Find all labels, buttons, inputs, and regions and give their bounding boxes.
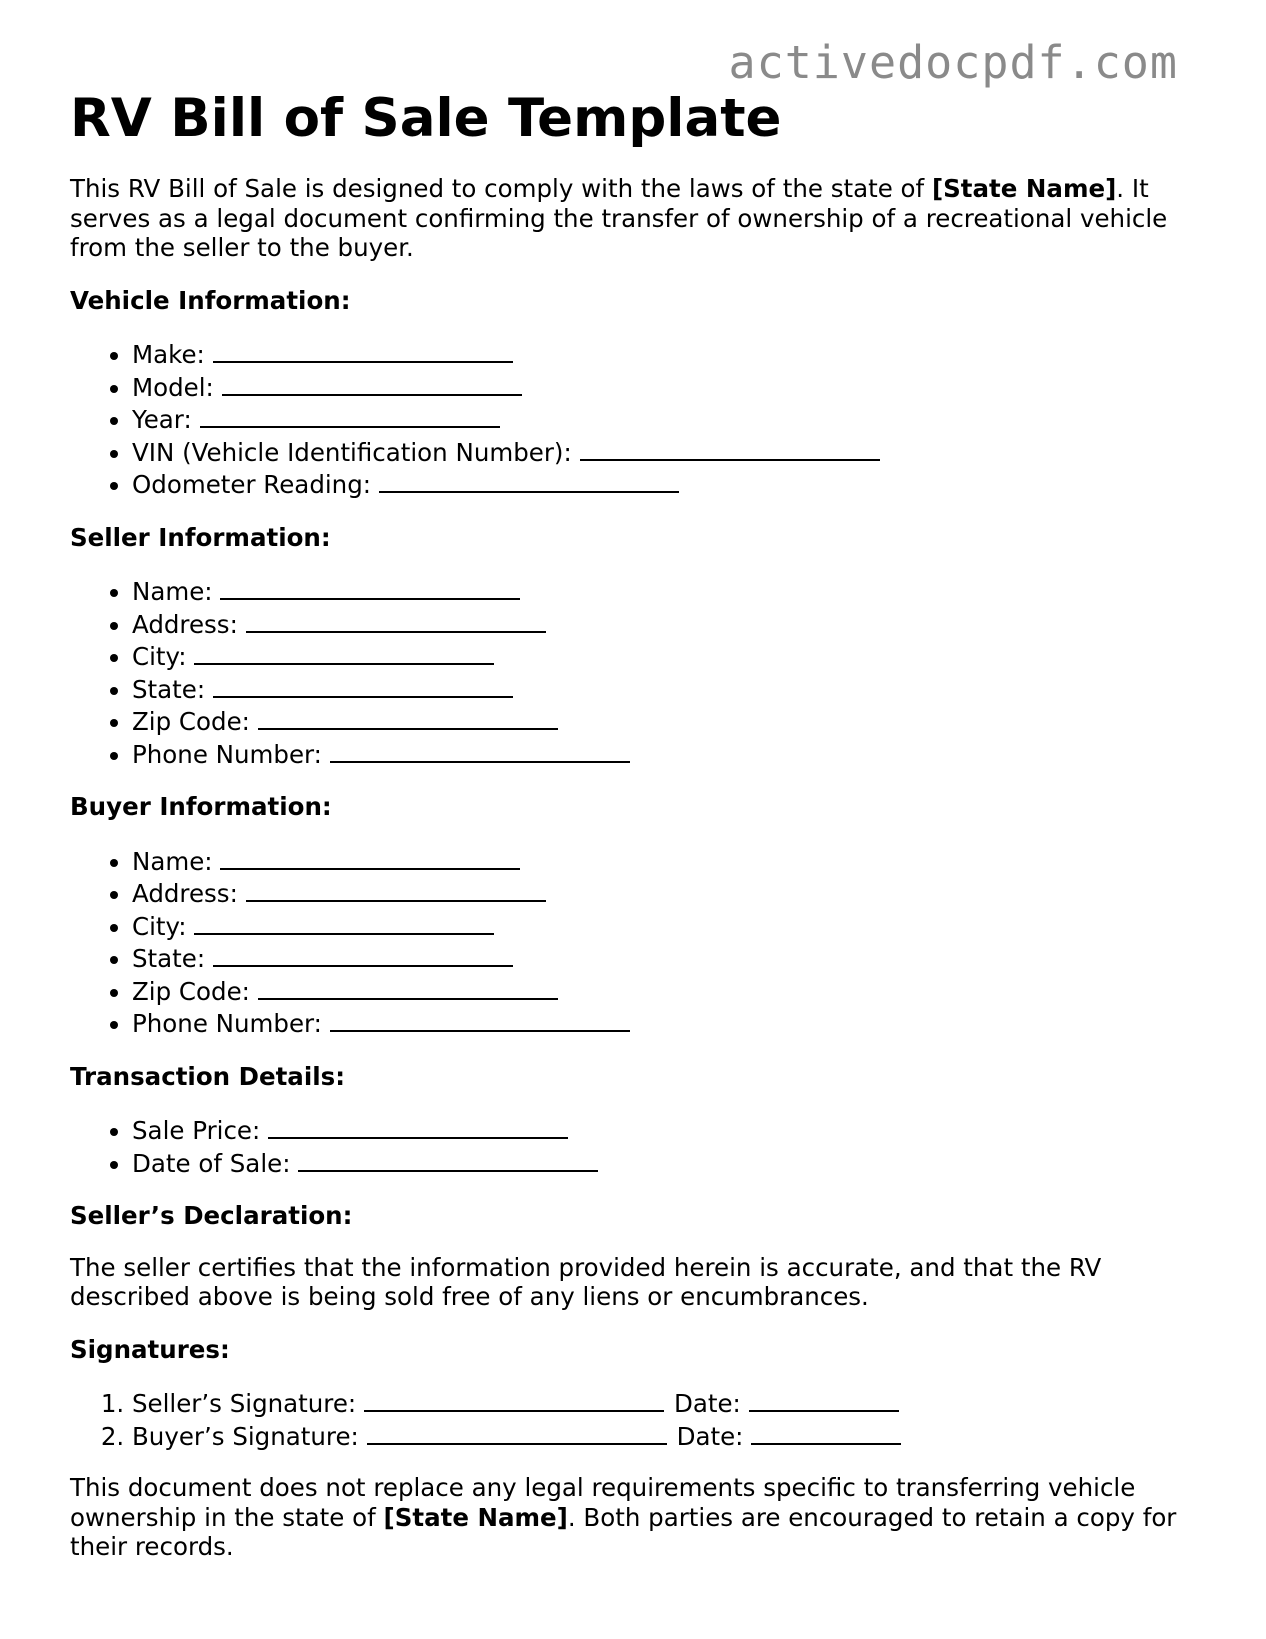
blank-line <box>580 435 880 461</box>
declaration-text: The seller certifies that the information provided herein is accurate, and that the RV described above is being sold free of any liens or encumbrances. <box>70 1252 1102 1311</box>
intro-text-after: . It serves as a legal document confirming the transfer of ownership of a recreational vehicle from the seller to the buyer. <box>70 174 1168 262</box>
blank-line <box>222 370 522 396</box>
buyer-state-item <box>132 941 1200 974</box>
date-line <box>751 1419 901 1445</box>
field-label: City: <box>132 911 187 941</box>
field-label: City: <box>132 642 187 671</box>
field-label: Zip Code: <box>132 707 250 736</box>
field-label: Sale Price: <box>132 1116 261 1145</box>
sale-price-item <box>132 1113 1200 1146</box>
seller-signature-item <box>132 1386 1200 1419</box>
field-label: Name: <box>132 577 213 606</box>
closing-paragraph <box>70 1473 1200 1562</box>
vehicle-model-item <box>132 370 1200 403</box>
blank-line <box>268 1113 568 1139</box>
vehicle-make-item <box>132 337 1200 370</box>
date-label: Date: <box>676 1421 744 1451</box>
document-body <box>70 86 1200 1562</box>
blank-line <box>258 704 558 730</box>
field-label: Phone Number: <box>132 1009 322 1038</box>
field-label: Address: <box>132 879 238 908</box>
vehicle-heading: Vehicle Information: <box>70 285 351 315</box>
blank-line <box>246 607 546 633</box>
buyer-signature-item <box>132 1419 1200 1452</box>
vehicle-year-item <box>132 402 1200 435</box>
intro-text-before: This RV Bill of Sale is designed to comply with the laws of the state of <box>70 174 932 203</box>
blank-line <box>194 639 494 665</box>
sale-date-item <box>132 1146 1200 1179</box>
blank-line <box>330 737 630 763</box>
blank-line <box>194 909 494 935</box>
blank-line <box>246 876 546 902</box>
vehicle-odometer-item <box>132 467 1200 500</box>
field-label: VIN (Vehicle Identification Number): <box>132 437 572 467</box>
blank-line <box>258 974 558 1000</box>
field-label: Seller’s Signature: <box>132 1389 357 1418</box>
intro-paragraph <box>70 174 1200 263</box>
blank-line <box>379 467 679 493</box>
declaration-heading: Seller’s Declaration: <box>70 1201 353 1230</box>
seller-zip-item <box>132 704 1200 737</box>
buyer-zip-item <box>132 974 1200 1007</box>
watermark: activedocpdf.com <box>728 36 1178 89</box>
field-label: Address: <box>132 609 238 639</box>
signature-line <box>367 1419 667 1445</box>
page-title: RV Bill of Sale Template <box>70 88 782 149</box>
buyer-city-item <box>132 909 1200 942</box>
field-label: Phone Number: <box>132 739 322 769</box>
seller-address-item <box>132 607 1200 640</box>
signatures-heading: Signatures: <box>70 1334 230 1364</box>
buyer-list <box>70 844 1200 1039</box>
transaction-list <box>70 1113 1200 1178</box>
field-label: Buyer’s Signature: <box>132 1421 359 1451</box>
seller-list <box>70 574 1200 769</box>
seller-city-item <box>132 639 1200 672</box>
field-label: Odometer Reading: <box>132 470 372 499</box>
blank-line <box>298 1146 598 1172</box>
signatures-list <box>70 1386 1200 1451</box>
field-label: Name: <box>132 846 213 876</box>
field-label: Model: <box>132 372 214 402</box>
transaction-heading: Transaction Details: <box>70 1061 346 1091</box>
signature-line <box>364 1386 664 1412</box>
blank-line <box>213 672 513 698</box>
buyer-name-item <box>132 844 1200 877</box>
field-label: Year: <box>132 405 192 434</box>
blank-line <box>220 844 520 870</box>
seller-phone-item <box>132 737 1200 770</box>
blank-line <box>220 574 520 600</box>
closing-text-before: This document does not replace any legal requirements specific to transferring vehicle ownership in the state of <box>70 1473 1136 1532</box>
closing-text-after: . Both parties are encouraged to retain a copy for their records. <box>70 1502 1177 1561</box>
field-label: Date of Sale: <box>132 1148 291 1178</box>
vehicle-list <box>70 337 1200 500</box>
buyer-address-item <box>132 876 1200 909</box>
closing-state-placeholder: [State Name] <box>383 1502 568 1532</box>
intro-state-placeholder: [State Name] <box>931 174 1117 203</box>
seller-heading: Seller Information: <box>70 522 331 552</box>
date-label: Date: <box>673 1389 741 1418</box>
buyer-heading: Buyer Information: <box>70 792 332 821</box>
field-label: Make: <box>132 340 205 369</box>
seller-name-item <box>132 574 1200 607</box>
blank-line <box>330 1006 630 1032</box>
blank-line <box>200 402 500 428</box>
field-label: State: <box>132 944 206 973</box>
seller-state-item <box>132 672 1200 705</box>
date-line <box>749 1386 899 1412</box>
field-label: State: <box>132 674 206 704</box>
field-label: Zip Code: <box>132 976 250 1006</box>
blank-line <box>213 337 513 363</box>
vehicle-vin-item <box>132 435 1200 468</box>
buyer-phone-item <box>132 1006 1200 1039</box>
blank-line <box>213 941 513 967</box>
